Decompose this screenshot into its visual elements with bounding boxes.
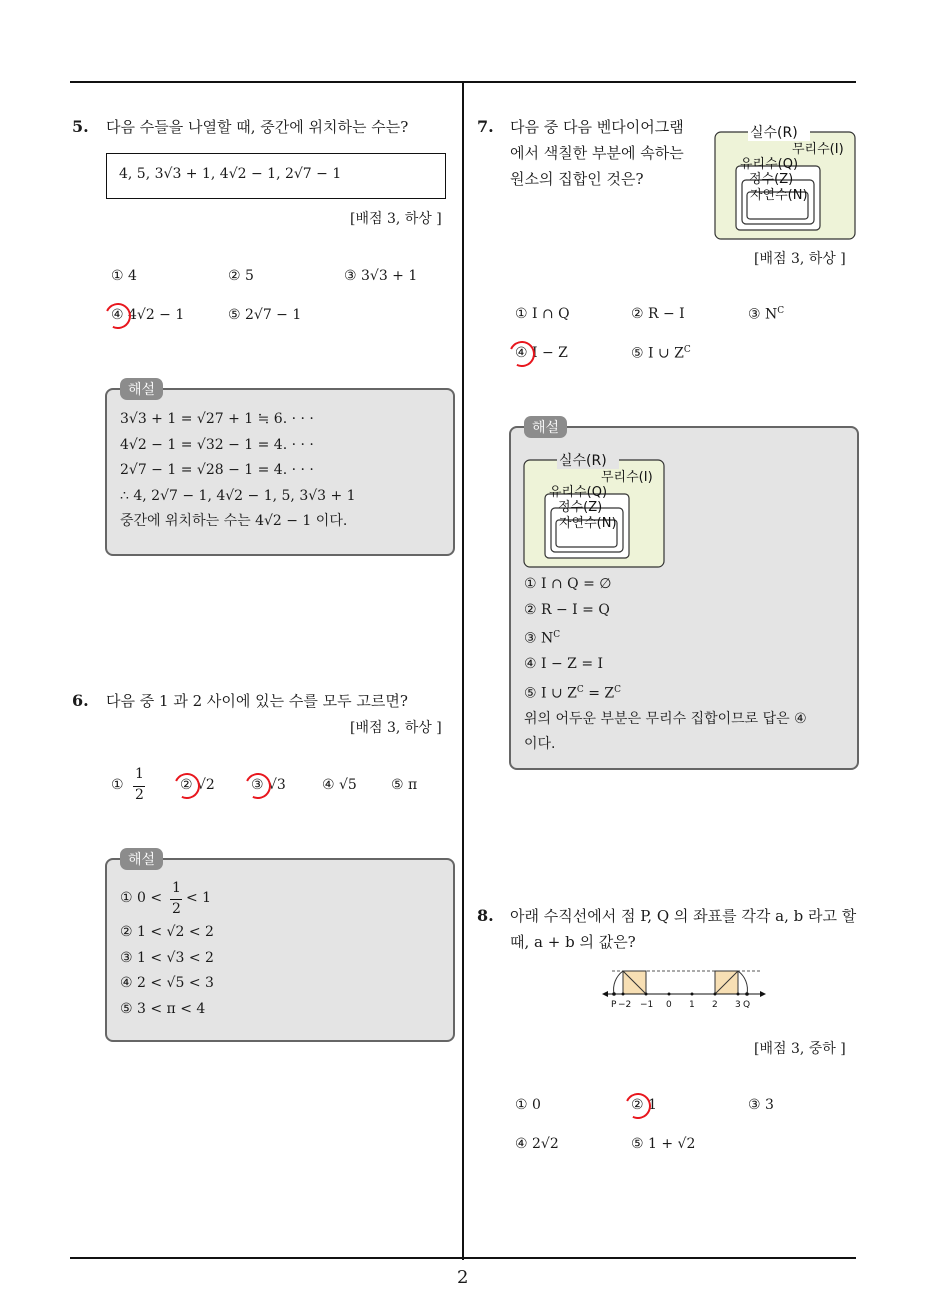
q5-sol-line-2: 4√2 − 1 = √32 − 1 = 4. · · · — [120, 436, 314, 453]
venn-real-label: 실수(R) — [750, 125, 798, 141]
q8-number: 8. — [477, 906, 494, 925]
label-2: 2 — [712, 1000, 718, 1010]
q6-sol-line-2: ② 1 < √2 < 2 — [120, 924, 214, 940]
q5-sol-line-3: 2√7 − 1 = √28 − 1 = 4. · · · — [120, 462, 314, 478]
q7-sol-line-7: 이다. — [524, 736, 556, 753]
q6-sol-1-fraction-bar — [170, 899, 182, 900]
page-number: 2 — [457, 1267, 469, 1288]
sol-venn-integer-label: 정수(Z) — [558, 500, 603, 515]
label-1: 1 — [689, 1000, 695, 1010]
q7-sol-5-base: ⑤ I ∪ Z — [524, 685, 577, 702]
q7-choice-3[interactable] — [748, 306, 784, 323]
q8-choice-3[interactable]: ③ 3 — [748, 1097, 774, 1113]
venn-irrational-label: 무리수(I) — [792, 142, 844, 157]
q5-number-box — [106, 153, 446, 199]
q7-answer-mark — [505, 337, 538, 370]
tick-1 — [691, 993, 694, 996]
q5-answer-mark — [101, 299, 134, 332]
q6-choice-1-label: ① — [111, 777, 124, 793]
q7-text-line-2: 에서 색칠한 부분에 속하는 — [510, 144, 684, 162]
label-p: P — [611, 1000, 617, 1010]
label-q: Q — [743, 1000, 751, 1010]
sol-venn-natural-label: 자연수(N) — [559, 516, 617, 531]
q7-sol-5-superscript-2: C — [614, 684, 622, 695]
point-q — [745, 992, 749, 996]
q5-solution-box — [105, 388, 455, 556]
q5-choice-3[interactable]: ③ 3√3 + 1 — [344, 268, 418, 284]
q7-sol-line-2: ② R − I = Q — [524, 601, 610, 618]
q7-choice-2[interactable]: ② R − I — [631, 306, 685, 322]
q5-choice-4[interactable]: ④ 4√2 − 1 — [111, 307, 185, 323]
q7-sol-line-6: 위의 어두운 부분은 무리수 집합이므로 답은 ④ — [524, 710, 807, 727]
venn-rational-label: 유리수(Q) — [740, 157, 799, 172]
q8-score: [배점 3, 중하 ] — [754, 1041, 846, 1057]
point-p — [612, 992, 616, 996]
q7-solution-box — [509, 426, 859, 770]
q7-sol-line-4: ④ I − Z = I — [524, 656, 604, 673]
q5-sol-line-1: 3√3 + 1 = √27 + 1 ≒ 6. · · · — [120, 411, 314, 427]
q7-number: 7. — [477, 117, 494, 136]
q8-choice-4[interactable]: ④ 2√2 — [515, 1136, 559, 1152]
q6-choice-1-denominator: 2 — [135, 787, 144, 803]
q6-solution-box — [105, 858, 455, 1042]
q8-choice-5[interactable]: ⑤ 1 + √2 — [631, 1136, 696, 1152]
q5-number: 5. — [72, 117, 89, 136]
q7-venn-diagram — [712, 120, 858, 242]
q8-text-line-1: 아래 수직선에서 점 P, Q 의 좌표를 각각 a, b 라고 할 — [510, 907, 857, 925]
q7-text-line-3: 원소의 집합인 것은? — [510, 170, 644, 188]
q6-number: 6. — [72, 691, 89, 710]
q5-score: [배점 3, 하상 ] — [350, 211, 442, 227]
q5-choice-2[interactable]: ② 5 — [228, 268, 254, 284]
q5-solution-tag: 해설 — [120, 378, 163, 400]
q6-answer-mark-3 — [241, 769, 274, 802]
q8-choice-1[interactable]: ① 0 — [515, 1097, 541, 1113]
q7-choice-5[interactable] — [631, 345, 691, 362]
q8-number-line — [598, 962, 770, 1014]
column-divider — [462, 82, 464, 1260]
q7-text-line-1: 다음 중 다음 벤다이어그램 — [510, 118, 684, 136]
q7-text — [510, 114, 684, 192]
q5-choice-1[interactable]: ① 4 — [111, 268, 137, 284]
q7-choice-4[interactable]: ④ I − Z — [515, 345, 568, 361]
q7-solution-tag: 해설 — [524, 416, 567, 438]
tick-2 — [714, 993, 717, 996]
q5-box-text: 4, 5, 3√3 + 1, 4√2 − 1, 2√7 − 1 — [119, 166, 342, 182]
q6-choice-3[interactable]: ③ √3 — [251, 777, 286, 793]
q6-sol-line-5: ⑤ 3 < π < 4 — [120, 1000, 206, 1017]
q6-sol-1-left: ① 0 < — [120, 890, 163, 906]
q7-choice-1[interactable]: ① I ∩ Q — [515, 306, 570, 322]
label-minus1: −1 — [640, 1000, 654, 1010]
q6-choice-5[interactable]: ⑤ π — [391, 777, 418, 793]
numberline-arrow-right — [760, 991, 766, 997]
q7-choice-3-superscript: C — [777, 306, 785, 316]
q7-sol-5-equals: = Z — [583, 685, 615, 702]
q6-sol-1-right: < 1 — [186, 890, 212, 906]
q7-sol-line-3 — [524, 623, 807, 652]
label-0: 0 — [666, 1000, 672, 1010]
tick-minus2 — [622, 993, 625, 996]
q7-choice-3-base: ③ N — [748, 306, 778, 323]
tick-0 — [668, 993, 671, 996]
q7-choice-5-base: ⑤ I ∪ Z — [631, 345, 684, 362]
sol-venn-irrational-label: 무리수(I) — [601, 470, 653, 485]
q6-choice-2[interactable]: ② √2 — [180, 777, 215, 793]
numberline-arrow-left — [602, 991, 608, 997]
bottom-rule — [70, 1257, 856, 1259]
q6-solution-tag: 해설 — [120, 848, 163, 870]
q5-sol-line-5: 중간에 위치하는 수는 4√2 − 1 이다. — [120, 513, 348, 529]
q7-sol-line-5 — [524, 678, 807, 707]
sol-venn-real-label: 실수(R) — [559, 453, 607, 469]
q7-sol-3-superscript: C — [553, 630, 561, 640]
q6-choice-4[interactable]: ④ √5 — [322, 777, 357, 793]
venn-integer-label: 정수(Z) — [749, 172, 794, 187]
q7-sol-line-1: ① I ∩ Q = ∅ — [524, 576, 612, 592]
numberline-arc-right — [738, 971, 747, 994]
q6-score: [배점 3, 하상 ] — [350, 720, 442, 736]
q6-sol-line-3: ③ 1 < √3 < 2 — [120, 949, 214, 966]
numberline-arc-left — [614, 971, 623, 994]
q5-text: 다음 수들을 나열할 때, 중간에 위치하는 수는? — [106, 118, 409, 136]
q6-sol-line-4: ④ 2 < √5 < 3 — [120, 975, 214, 991]
q7-sol-5-superscript-1: C — [576, 684, 584, 695]
q6-sol-1-numerator: 1 — [172, 880, 181, 896]
q8-text-line-2: 때, a + b 의 값은? — [510, 933, 636, 951]
q5-choice-5[interactable]: ⑤ 2√7 − 1 — [228, 307, 302, 323]
q6-answer-mark-2 — [170, 769, 203, 802]
q6-sol-line-1 — [120, 880, 320, 918]
q8-text — [510, 903, 856, 955]
tick-minus1 — [645, 993, 648, 996]
label-3: 3 — [735, 1000, 741, 1010]
q8-answer-mark — [621, 1089, 654, 1122]
q7-score: [배점 3, 하상 ] — [754, 251, 846, 267]
q7-sol-3-base: ③ N — [524, 630, 554, 647]
label-minus2: −2 — [618, 1000, 632, 1010]
sol-venn-rational-label: 유리수(Q) — [549, 485, 608, 500]
q5-sol-line-4: ∴ 4, 2√7 − 1, 4√2 − 1, 5, 3√3 + 1 — [120, 487, 356, 504]
q6-choice-1-numerator: 1 — [135, 766, 144, 782]
q7-choice-5-superscript: C — [683, 345, 691, 355]
venn-natural-label: 자연수(N) — [750, 188, 808, 203]
q6-sol-1-denominator: 2 — [172, 901, 181, 917]
q8-choice-2[interactable]: ② 1 — [631, 1097, 657, 1113]
tick-3 — [737, 993, 740, 996]
q7-solution-venn-diagram — [521, 448, 667, 570]
q6-text: 다음 중 1 과 2 사이에 있는 수를 모두 고르면? — [106, 692, 408, 710]
